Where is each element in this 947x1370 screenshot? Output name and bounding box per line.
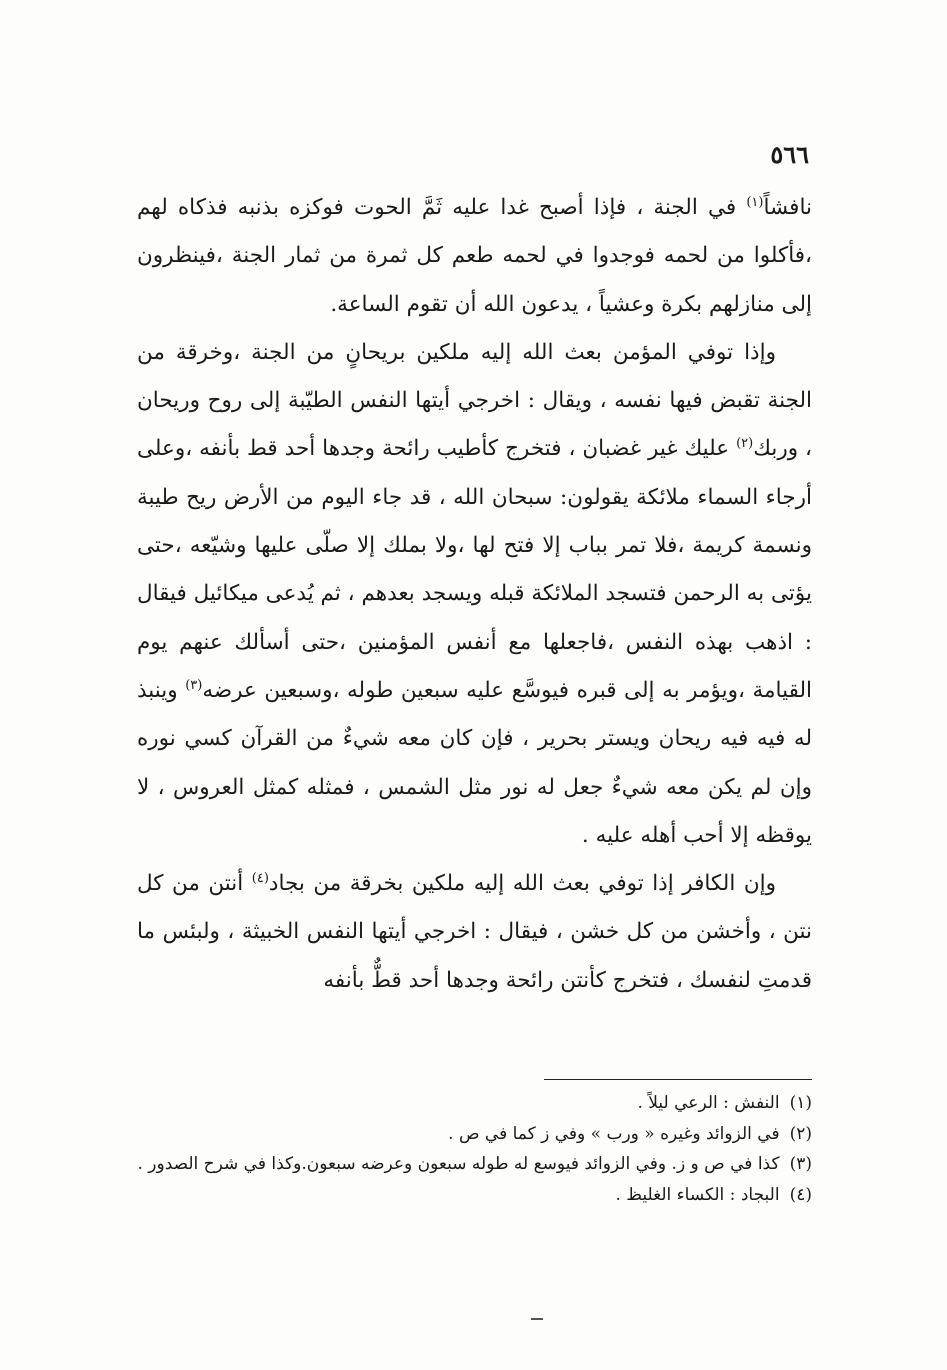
page-mark — [531, 1318, 543, 1320]
footnote-text: في الزوائد وغيره « ورب » وفي ز كما في ص . — [448, 1123, 780, 1144]
footnote-divider — [544, 1079, 812, 1080]
paragraph-text: وإن الكافر إذا توفي بعث الله إليه ملكين بخرقة من بجاد — [268, 871, 776, 897]
page-number: ٥٦٦ — [770, 140, 809, 169]
footnote-reference: (١) — [746, 194, 764, 210]
paragraph — [137, 184, 812, 329]
footnote-text: البجاد : الكساء الغليظ . — [615, 1184, 780, 1205]
footnote — [137, 1119, 812, 1150]
footnote-number: (١) — [789, 1093, 812, 1113]
footnote — [137, 1149, 812, 1180]
paragraph-text: نافشاً — [763, 195, 812, 220]
footnote-reference: (٤) — [251, 871, 269, 886]
footnote-number: (٢) — [789, 1123, 812, 1144]
paragraph-text: عليك غير غضبان ، فتخرج كأطيب رائحة وجدها أحد قط بأنفه ،وعلى أرجاء السماء ملائكة يقولون: سبحان الله ، قد جاء اليوم من الأرض ريح طيبة ونسمة كريمة ،فلا تمر بباب إلا فتح لها ،ولا بملك إلا صلّى عليها وشيّعه ،حتى يؤتى به الرحمن فتسجد الملائكة قبله ويسجد بعدهم ، ثم يُدعى ميكائيل فيقال : اذهب بهذه النفس ،فاجعلها مع أنفس المؤمنين ،حتى أسألك عنهم يوم القيامة ،ويؤمر به إلى قبره فيوسَّع عليه سبعين طوله ،وسبعين عرضه — [137, 436, 812, 703]
footnote — [137, 1088, 812, 1119]
paragraph-text: وينبذ له فيه فيه ريحان ويستر بحرير ، فإن كان معه شيءٌ من القرآن كسي نوره وإن لم يكن معه شيءٌ جعل له نور مثل الشمس ، فمثله كمثل العروس ، لا يوقظه إلا أحب أهله عليه . — [137, 677, 812, 848]
footnote-reference: (٢) — [736, 436, 754, 452]
paragraph — [137, 329, 812, 860]
footnotes — [137, 1088, 812, 1210]
paragraph-text: في الجنة ، فإذا أصبح غدا عليه ثَمَّ الحوت فوكزه بذنبه فذكاه لهم ،فأكلوا من لحمه فوجدوا في لحمه طعم كل ثمرة من ثمار الجنة ،فينظرون إلى منازلهم بكرة وعشياً ، يدعون الله أن تقوم الساعة. — [137, 195, 812, 317]
footnote-reference: (٣) — [185, 677, 203, 693]
footnote-text: كذا في ص و ز. وفي الزوائد فيوسع له طوله سبعون وعرضه سبعون.وكذا في شرح الصدور . — [137, 1154, 780, 1174]
footnote-number: (٣) — [789, 1154, 812, 1174]
footnote — [137, 1180, 812, 1211]
paragraph-text: أنتن من كل نتن ، وأخشن من كل خشن ، فيقال : اخرجي أيتها النفس الخبيثة ، ولبئس ما قدمتِ لنفسك ، فتخرج كأنتن رائحة وجدها أحد قطٌّ بأنفه — [137, 871, 812, 993]
paragraph — [137, 860, 812, 1005]
footnote-text: النفش : الرعي ليلاً . — [637, 1093, 780, 1113]
footnote-number: (٤) — [789, 1184, 812, 1205]
main-text — [137, 184, 812, 1005]
paragraph-text: وإذا توفي المؤمن بعث الله إليه ملكين بريحانٍ من الجنة ،وخرقة من الجنة تقبض فيها نفسه ، ويقال : اخرجي أيتها النفس الطيّبة إلى روح وريحان ، وربك — [137, 339, 812, 462]
